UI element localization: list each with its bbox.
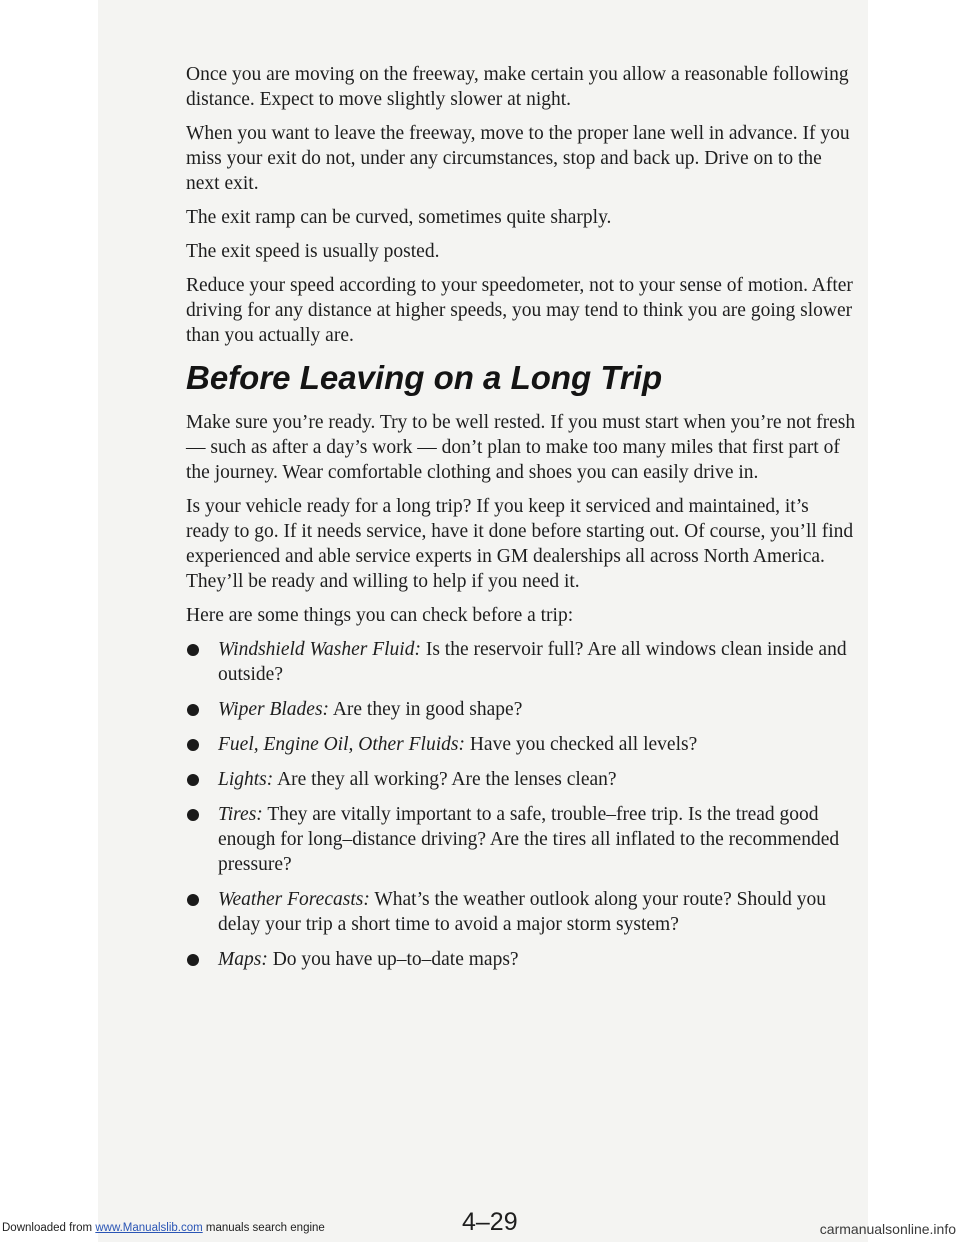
bullet-icon	[187, 739, 199, 751]
checklist-item	[186, 947, 856, 972]
checklist-term: Weather Forecasts:	[218, 889, 370, 910]
checklist-term: Wiper Blades:	[218, 699, 330, 720]
section-heading: Before Leaving on a Long Trip	[186, 359, 663, 396]
watermark: carmanualsonline.info	[819, 1221, 956, 1237]
checklist-text: They are vitally important to a safe, trouble–free trip. Is the tread good enough for long–distance driving? Are the tires all inflated to the recommended pressure?	[218, 804, 840, 875]
bullet-icon	[187, 644, 199, 656]
checklist-term: Lights:	[218, 769, 274, 790]
checklist-term: Fuel, Engine Oil, Other Fluids:	[218, 734, 465, 755]
checklist-item	[186, 802, 856, 877]
paragraph-be-ready: Make sure you’re ready. Try to be well rested. If you must start when you’re not fresh — such as after a day’s work — don’t plan to make too many miles that first part of the journey. Wear comfortable clothing and shoes you can easily drive in.	[186, 412, 856, 483]
bullet-icon	[187, 894, 199, 906]
checklist-item	[186, 887, 856, 937]
checklist-text: Do you have up–to–date maps?	[267, 949, 519, 970]
page-number: 4–29	[462, 1208, 518, 1236]
paragraph-vehicle-ready: Is your vehicle ready for a long trip? If you keep it serviced and maintained, it’s ready to go. If it needs service, have it done before starting out. Of course, you’ll find experienced and able service experts in GM dealerships all across North America. They’ll be ready and willing to help if you need it.	[186, 496, 854, 592]
bullet-icon	[187, 704, 199, 716]
bullet-icon	[187, 774, 199, 786]
checklist-item	[186, 732, 856, 757]
download-footer	[2, 1222, 325, 1234]
bullet-icon	[187, 954, 199, 966]
footer-suffix: manuals search engine	[202, 1222, 325, 1234]
paragraph-exit-ramp: The exit ramp can be curved, sometimes quite sharply.	[186, 207, 612, 228]
checklist-text: Have you checked all levels?	[464, 734, 698, 755]
checklist-text: What’s the weather outlook along your route? Should you delay your trip a short time to avoid a major storm system?	[218, 889, 827, 935]
paragraph-reduce-speed: Reduce your speed according to your speedometer, not to your sense of motion. After driving for any distance at higher speeds, you may tend to think you are going slower than you actually are.	[186, 275, 853, 346]
checklist-text: Is the reservoir full? Are all windows clean inside and outside?	[218, 639, 847, 685]
checklist	[186, 637, 856, 972]
checklist-text: Are they in good shape?	[329, 699, 523, 720]
paragraph-following-distance: Once you are moving on the freeway, make certain you allow a reasonable following distance. Expect to move slightly slower at night.	[186, 64, 849, 110]
checklist-term: Maps:	[218, 949, 268, 970]
checklist-item	[186, 697, 856, 722]
bullet-icon	[187, 809, 199, 821]
checklist-term: Tires:	[218, 804, 263, 825]
footer-prefix: Downloaded from	[2, 1222, 96, 1234]
checklist-text: Are they all working? Are the lenses clean?	[273, 769, 617, 790]
checklist-item	[186, 637, 856, 687]
checklist-item	[186, 767, 856, 792]
manualslib-link[interactable]: www.Manualslib.com	[95, 1222, 203, 1234]
checklist-term: Windshield Washer Fluid:	[218, 639, 421, 660]
paragraph-leaving-freeway: When you want to leave the freeway, move to the proper lane well in advance. If you miss your exit do not, under any circumstances, stop and back up. Drive on to the next exit.	[186, 123, 850, 194]
paragraph-checklist-intro: Here are some things you can check before a trip:	[186, 605, 574, 626]
paragraph-exit-speed: The exit speed is usually posted.	[186, 241, 440, 262]
page-content	[186, 62, 856, 982]
